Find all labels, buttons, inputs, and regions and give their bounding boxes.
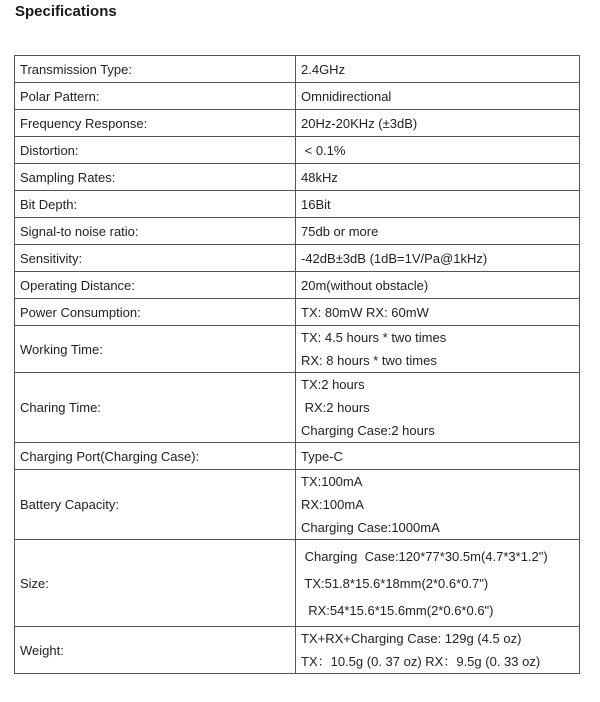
spec-label: Sampling Rates: <box>15 164 296 191</box>
spec-label: Charing Time: <box>15 373 296 443</box>
spec-value: -42dB±3dB (1dB=1V/Pa@1kHz) <box>296 245 580 272</box>
table-row <box>15 443 580 470</box>
spec-value: 75db or more <box>296 218 580 245</box>
table-row <box>15 164 580 191</box>
spec-value: 2.4GHz <box>296 56 580 83</box>
spec-label: Size: <box>15 540 296 627</box>
spec-value: Type-C <box>296 443 580 470</box>
spec-value: 20Hz-20KHz (±3dB) <box>296 110 580 137</box>
spec-label: Charging Port(Charging Case): <box>15 443 296 470</box>
spec-value: TX: 4.5 hours * two times RX: 8 hours * two times <box>296 326 580 373</box>
table-row <box>15 245 580 272</box>
table-row <box>15 373 580 443</box>
spec-value: Omnidirectional <box>296 83 580 110</box>
table-row <box>15 627 580 674</box>
table-row <box>15 299 580 326</box>
spec-label: Distortion: <box>15 137 296 164</box>
table-row <box>15 110 580 137</box>
spec-label: Frequency Response: <box>15 110 296 137</box>
spec-label: Sensitivity: <box>15 245 296 272</box>
table-row <box>15 326 580 373</box>
table-row <box>15 272 580 299</box>
page-title: Specifications <box>15 3 117 20</box>
table-row <box>15 540 580 627</box>
table-row <box>15 218 580 245</box>
spec-label: Weight: <box>15 627 296 674</box>
spec-label: Operating Distance: <box>15 272 296 299</box>
spec-value: TX+RX+Charging Case: 129g (4.5 oz) TX：10.5g (0. 37 oz) RX：9.5g (0. 33 oz) <box>296 627 580 674</box>
spec-value: 48kHz <box>296 164 580 191</box>
spec-label: Power Consumption: <box>15 299 296 326</box>
spec-label: Signal-to noise ratio: <box>15 218 296 245</box>
spec-label: Bit Depth: <box>15 191 296 218</box>
table-row <box>15 137 580 164</box>
spec-label: Polar Pattern: <box>15 83 296 110</box>
spec-label: Transmission Type: <box>15 56 296 83</box>
table-row <box>15 470 580 540</box>
spec-value: < 0.1% <box>296 137 580 164</box>
spec-value: 16Bit <box>296 191 580 218</box>
spec-value: 20m(without obstacle) <box>296 272 580 299</box>
table-row <box>15 191 580 218</box>
table-row <box>15 83 580 110</box>
spec-label: Battery Capacity: <box>15 470 296 540</box>
spec-label: Working Time: <box>15 326 296 373</box>
spec-value: TX: 80mW RX: 60mW <box>296 299 580 326</box>
specifications-table <box>14 55 580 674</box>
spec-value: Charging Case:120*77*30.5m(4.7*3*1.2") TX:51.8*15.6*18mm(2*0.6*0.7") RX:54*15.6*15.6mm(2*0.6*0.6") <box>296 540 580 627</box>
spec-value: TX:2 hours RX:2 hours Charging Case:2 hours <box>296 373 580 443</box>
spec-value: TX:100mA RX:100mA Charging Case:1000mA <box>296 470 580 540</box>
table-row <box>15 56 580 83</box>
